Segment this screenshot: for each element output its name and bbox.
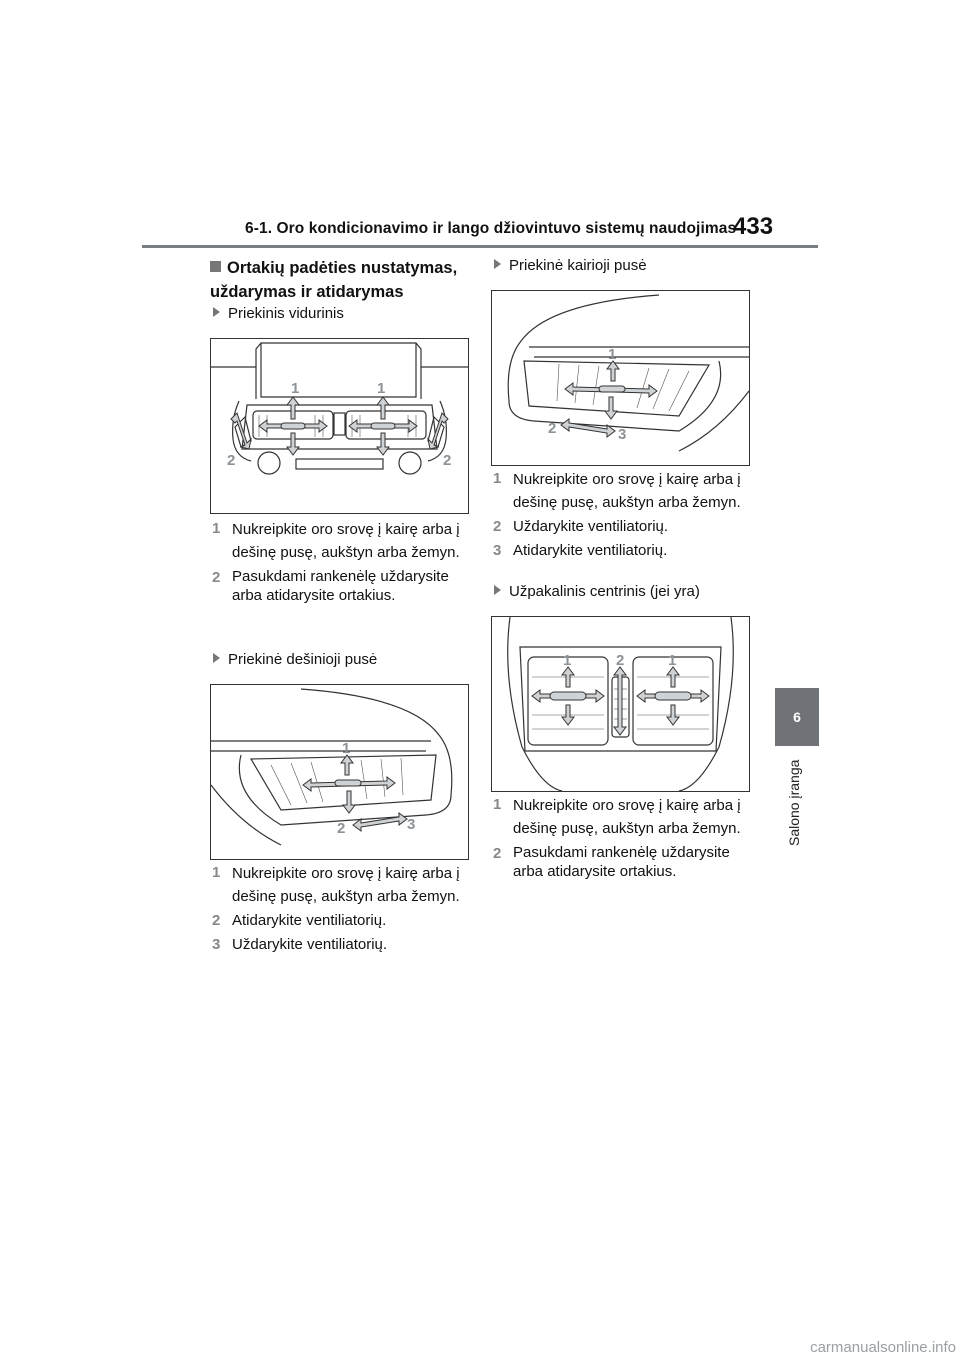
callout-2: 2 — [227, 452, 236, 469]
step-text: Atidarykite ventiliatorių. — [232, 912, 387, 929]
step-number: 3 — [212, 936, 221, 953]
triangle-bullet-icon — [213, 653, 220, 663]
callout-1: 1 — [377, 380, 386, 397]
figure-front-center-vents — [210, 338, 469, 514]
subheading-rear-center — [494, 583, 700, 600]
step-item — [210, 567, 470, 605]
step-number: 1 — [493, 796, 502, 813]
callout-1: 1 — [608, 346, 617, 363]
step-text: Nukreipkite oro srovę į kairę arba į dešinę pusę, aukštyn arba žemyn. — [232, 865, 460, 905]
chapter-label: Salono įranga — [786, 760, 802, 847]
front-center-vent-illustration — [211, 339, 468, 513]
callout-1: 1 — [291, 380, 300, 397]
step-text: Pasukdami rankenėlę uždarysite arba atidarysite ortakius. — [513, 844, 730, 880]
step-text: Nukreipkite oro srovę į kairę arba į dešinę pusę, aukštyn arba žemyn. — [513, 797, 741, 837]
step-number: 1 — [212, 520, 221, 537]
figure-front-left-vent — [491, 290, 750, 466]
callout-2: 2 — [337, 820, 346, 837]
steps-rear-center — [491, 794, 753, 883]
header-rule — [142, 245, 818, 248]
step-item — [491, 468, 753, 514]
rear-center-vent-illustration — [492, 617, 749, 791]
callout-1: 1 — [563, 652, 572, 669]
subheading-front-right — [213, 651, 377, 668]
triangle-bullet-icon — [494, 259, 501, 269]
subheading-text: Priekinis vidurinis — [228, 305, 344, 322]
subheading-text: Priekinė kairioji pusė — [509, 257, 647, 274]
watermark-link[interactable]: carmanualsonline.info — [810, 1339, 956, 1356]
callout-2: 2 — [443, 452, 452, 469]
callout-1: 1 — [668, 652, 677, 669]
chapter-tab — [775, 688, 819, 746]
step-item — [491, 540, 753, 562]
step-text: Atidarykite ventiliatorių. — [513, 542, 668, 559]
step-text: Pasukdami rankenėlę uždarysite arba atidarysite ortakius. — [232, 568, 449, 604]
section-title-text: Ortakių padėties nustatymas, uždarymas ir atidarymas — [210, 259, 458, 301]
step-item — [210, 518, 470, 564]
subheading-front-center — [213, 305, 344, 322]
step-item — [491, 794, 753, 840]
step-text: Nukreipkite oro srovę į kairę arba į dešinę pusę, aukštyn arba žemyn. — [232, 521, 460, 561]
step-number: 1 — [493, 470, 502, 487]
steps-front-left — [491, 468, 753, 564]
step-number: 1 — [212, 864, 221, 881]
callout-2: 2 — [616, 652, 625, 669]
subheading-front-left — [494, 257, 647, 274]
step-number: 2 — [212, 912, 221, 929]
steps-front-right — [210, 862, 470, 958]
front-right-vent-illustration — [211, 685, 468, 859]
steps-front-center — [210, 518, 470, 607]
callout-1: 1 — [342, 740, 351, 757]
square-bullet-icon — [210, 261, 221, 272]
step-text: Nukreipkite oro srovę į kairę arba į dešinę pusę, aukštyn arba žemyn. — [513, 471, 741, 511]
callout-3: 3 — [618, 426, 627, 443]
callout-3: 3 — [407, 816, 416, 833]
triangle-bullet-icon — [213, 307, 220, 317]
chapter-number: 6 — [793, 709, 801, 725]
page-number: 433 — [733, 213, 774, 240]
step-text: Uždarykite ventiliatorių. — [513, 518, 669, 535]
figure-rear-center-vents — [491, 616, 750, 792]
triangle-bullet-icon — [494, 585, 501, 595]
step-text: Uždarykite ventiliatorių. — [232, 936, 388, 953]
subheading-text: Užpakalinis centrinis (jei yra) — [509, 583, 700, 600]
step-item — [491, 843, 753, 881]
step-item — [210, 862, 470, 908]
figure-front-right-vent — [210, 684, 469, 860]
callout-2: 2 — [548, 420, 557, 437]
step-number: 2 — [493, 845, 502, 862]
step-item — [210, 934, 470, 956]
subheading-text: Priekinė dešinioji pusė — [228, 651, 378, 668]
step-item — [491, 516, 753, 538]
running-header: 6-1. Oro kondicionavimo ir lango džiovintuvo sistemų naudojimas — [245, 220, 737, 237]
step-number: 2 — [212, 569, 221, 586]
step-number: 2 — [493, 518, 502, 535]
step-item — [210, 910, 470, 932]
section-title — [210, 256, 480, 304]
front-left-vent-illustration — [492, 291, 749, 465]
step-number: 3 — [493, 542, 502, 559]
